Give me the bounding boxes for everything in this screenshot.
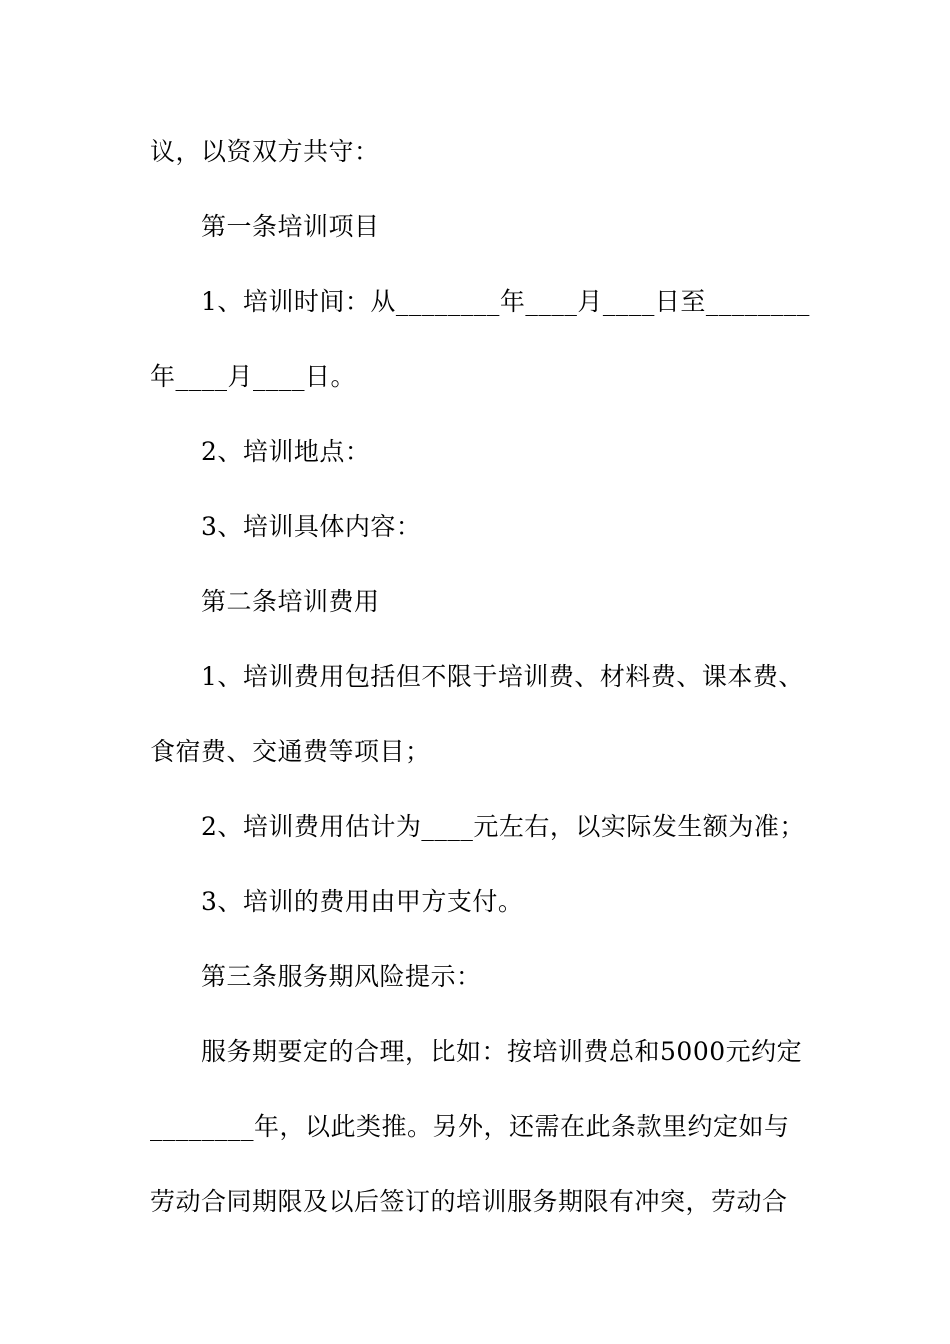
section-heading-training-fees: 第二条培训费用 (201, 587, 380, 616)
fees-include-line: 1、培训费用包括但不限于培训费、材料费、课本费、 (201, 662, 804, 691)
training-location-line: 2、培训地点： (201, 437, 371, 466)
training-content-line: 3、培训具体内容： (201, 512, 422, 541)
fees-estimate-line: 2、培训费用估计为____元左右，以实际发生额为准； (201, 812, 805, 841)
training-time-line: 1、培训时间：从________年____月____日至________ (201, 287, 810, 316)
fees-include-line-cont: 食宿费、交通费等项目； (150, 737, 431, 766)
service-period-line: 服务期要定的合理，比如：按培训费总和5000元约定 (201, 1037, 803, 1066)
section-heading-training-items: 第一条培训项目 (201, 212, 380, 241)
section-heading-service-period: 第三条服务期风险提示： (201, 962, 482, 991)
service-period-line-cont-2: 劳动合同期限及以后签订的培训服务期限有冲突，劳动合 (150, 1187, 788, 1216)
service-period-line-cont: ________年，以此类推。另外，还需在此条款里约定如与 (150, 1112, 790, 1141)
text-line-continuation: 议，以资双方共守： (150, 137, 380, 166)
training-time-line-cont: 年____月____日。 (150, 362, 357, 391)
fees-payer-line: 3、培训的费用由甲方支付。 (201, 887, 524, 916)
